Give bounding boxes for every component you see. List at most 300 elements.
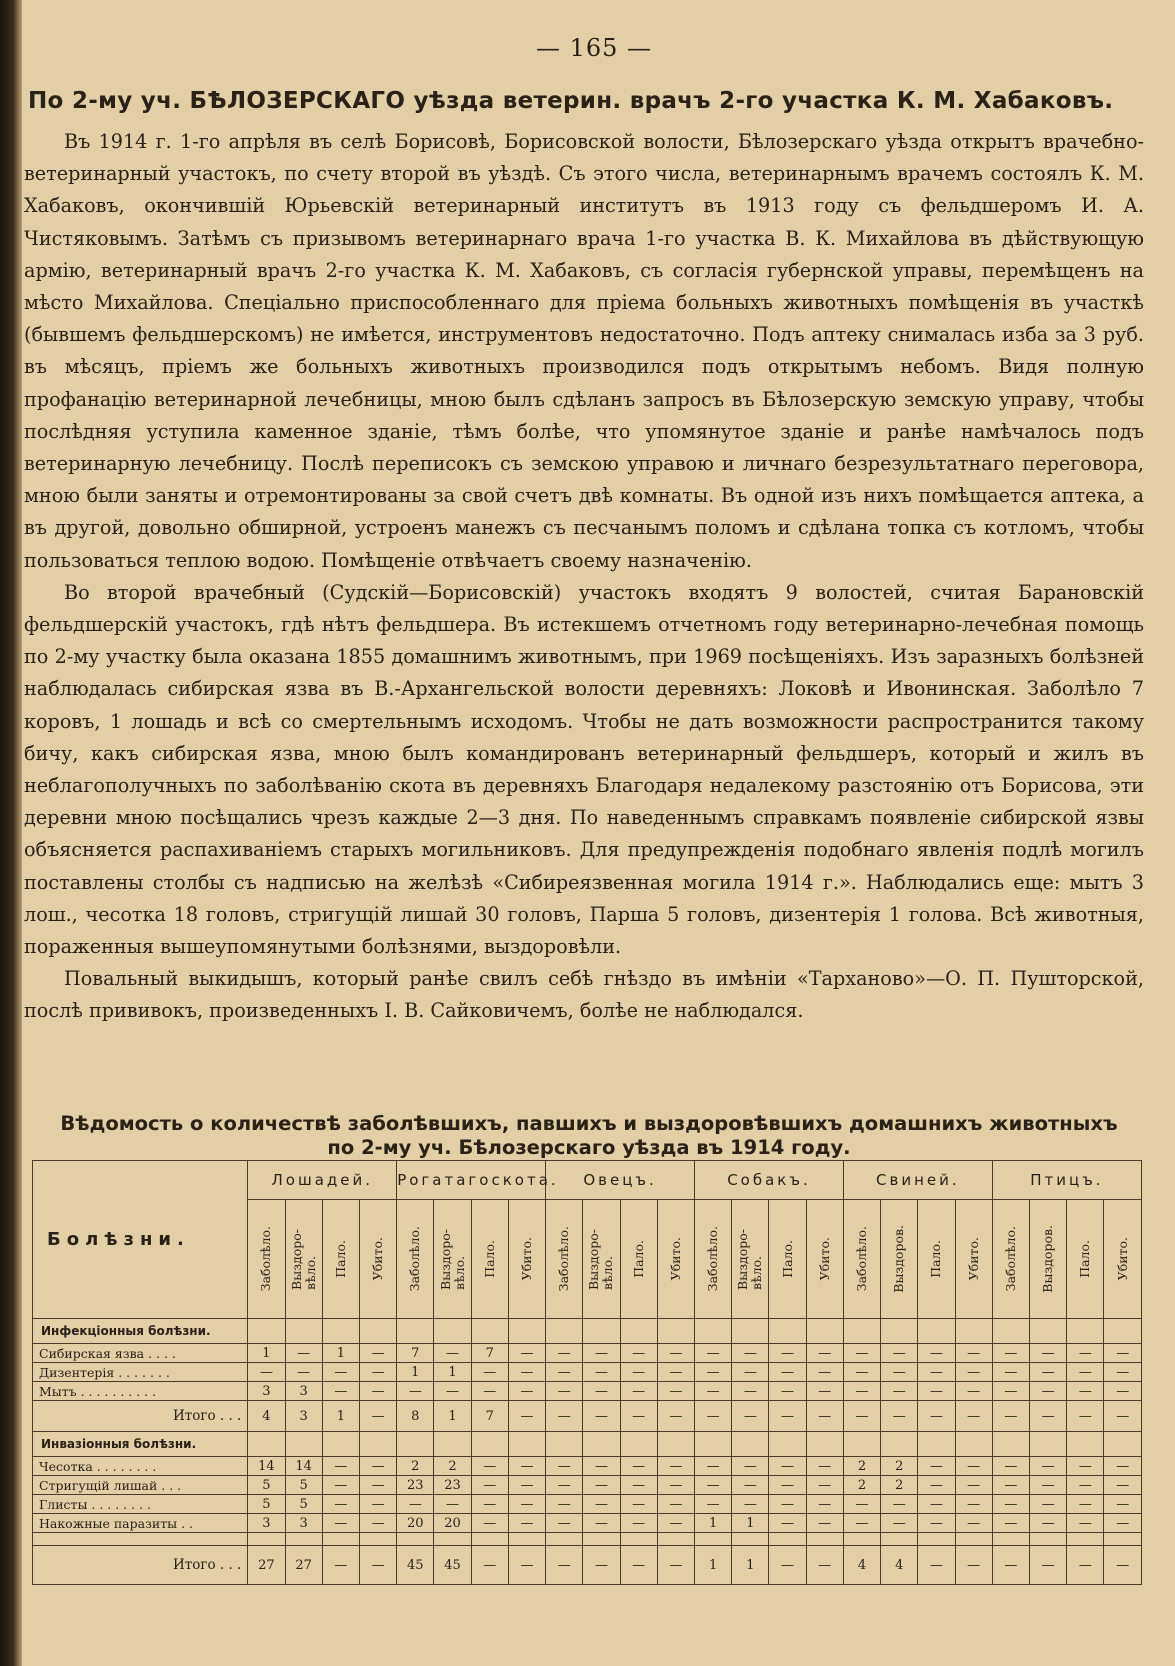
subheader-cell <box>1067 1200 1104 1319</box>
value-cell: — <box>434 1495 471 1514</box>
value-cell: — <box>843 1401 880 1432</box>
value-cell: — <box>695 1401 732 1432</box>
value-cell: — <box>881 1382 918 1401</box>
value-cell: 5 <box>248 1495 285 1514</box>
value-cell: 7 <box>397 1344 434 1363</box>
value-cell: — <box>1067 1382 1104 1401</box>
value-cell: — <box>546 1382 583 1401</box>
disease-name: Глисты . . . . . . . . <box>33 1495 248 1514</box>
empty-cell <box>992 1319 1029 1344</box>
empty-cell <box>583 1533 620 1546</box>
empty-cell <box>657 1319 694 1344</box>
value-cell: — <box>471 1546 508 1585</box>
subheader-cell <box>732 1200 769 1319</box>
value-cell: 20 <box>434 1514 471 1533</box>
empty-cell <box>583 1432 620 1457</box>
value-cell: — <box>620 1476 657 1495</box>
subheader-cell <box>881 1200 918 1319</box>
value-cell: — <box>583 1457 620 1476</box>
value-cell: 4 <box>843 1546 880 1585</box>
empty-cell <box>471 1533 508 1546</box>
value-cell: — <box>322 1363 359 1382</box>
value-cell: — <box>359 1476 396 1495</box>
subheader-cell <box>1104 1200 1142 1319</box>
value-cell: — <box>546 1476 583 1495</box>
value-cell: — <box>248 1363 285 1382</box>
subheader-cell <box>918 1200 955 1319</box>
value-cell: — <box>806 1514 843 1533</box>
value-cell: — <box>1030 1457 1067 1476</box>
empty-cell <box>620 1533 657 1546</box>
value-cell: — <box>1067 1546 1104 1585</box>
value-cell: — <box>508 1401 545 1432</box>
value-cell: 45 <box>434 1546 471 1585</box>
empty-cell <box>769 1533 806 1546</box>
value-cell: — <box>620 1401 657 1432</box>
value-cell: — <box>1030 1476 1067 1495</box>
value-cell: — <box>1067 1363 1104 1382</box>
value-cell: — <box>1067 1495 1104 1514</box>
value-cell: — <box>285 1363 322 1382</box>
value-cell: — <box>955 1457 992 1476</box>
disease-column-header: Болѣзни. <box>33 1161 248 1319</box>
empty-cell <box>248 1533 285 1546</box>
value-cell: 14 <box>285 1457 322 1476</box>
value-cell: — <box>881 1344 918 1363</box>
subheader-label: Выздоро- вѣло. <box>288 1228 318 1290</box>
value-cell: — <box>657 1495 694 1514</box>
value-cell: — <box>471 1495 508 1514</box>
subheader-cell <box>508 1200 545 1319</box>
value-cell: — <box>471 1476 508 1495</box>
value-cell: — <box>583 1382 620 1401</box>
subheader-cell <box>992 1200 1029 1319</box>
empty-cell <box>434 1319 471 1344</box>
value-cell: — <box>992 1457 1029 1476</box>
section-heading: По 2-му уч. БѢЛОЗЕРСКАГО уѣзда ветерин. врачъ 2-го участка К. М. Хабаковъ. <box>28 88 1114 114</box>
value-cell: — <box>508 1344 545 1363</box>
value-cell: — <box>508 1495 545 1514</box>
value-cell: — <box>1104 1514 1142 1533</box>
value-cell: — <box>992 1476 1029 1495</box>
subheader-label: Убито. <box>816 1237 832 1281</box>
subheader-label: Убито. <box>1114 1237 1130 1281</box>
value-cell: 7 <box>471 1401 508 1432</box>
table-row <box>33 1495 1142 1514</box>
subheader-label: Пало. <box>332 1240 348 1278</box>
value-cell: — <box>583 1476 620 1495</box>
empty-cell <box>1104 1533 1142 1546</box>
value-cell: — <box>1104 1476 1142 1495</box>
section-row <box>33 1319 1142 1344</box>
disease-name: Дизентерія . . . . . . . <box>33 1363 248 1382</box>
subheader-cell <box>620 1200 657 1319</box>
value-cell: — <box>359 1495 396 1514</box>
value-cell: 4 <box>881 1546 918 1585</box>
value-cell: — <box>695 1382 732 1401</box>
value-cell: — <box>695 1476 732 1495</box>
value-cell: — <box>769 1495 806 1514</box>
value-cell: — <box>508 1363 545 1382</box>
value-cell: — <box>546 1514 583 1533</box>
value-cell: — <box>918 1457 955 1476</box>
empty-cell <box>322 1319 359 1344</box>
value-cell: 2 <box>397 1457 434 1476</box>
subheader-cell <box>397 1200 434 1319</box>
page-number: — 165 — <box>535 34 653 62</box>
empty-cell <box>918 1533 955 1546</box>
subheader-label: Выздоро- вѣло. <box>586 1228 616 1290</box>
value-cell: — <box>881 1363 918 1382</box>
value-cell: — <box>508 1457 545 1476</box>
value-cell: — <box>657 1476 694 1495</box>
value-cell: — <box>843 1514 880 1533</box>
value-cell: — <box>806 1401 843 1432</box>
value-cell: — <box>806 1476 843 1495</box>
empty-cell <box>806 1319 843 1344</box>
subheader-label: Заболѣло. <box>705 1226 721 1292</box>
value-cell: 3 <box>248 1514 285 1533</box>
value-cell: — <box>1104 1495 1142 1514</box>
disease-name: Сибирская язва . . . . <box>33 1344 248 1363</box>
value-cell: — <box>471 1363 508 1382</box>
value-cell: 7 <box>471 1344 508 1363</box>
empty-cell <box>1104 1432 1142 1457</box>
value-cell: — <box>546 1546 583 1585</box>
value-cell: — <box>732 1363 769 1382</box>
value-cell: — <box>620 1363 657 1382</box>
value-cell: — <box>508 1382 545 1401</box>
empty-cell <box>657 1533 694 1546</box>
value-cell: — <box>322 1382 359 1401</box>
value-cell: — <box>843 1382 880 1401</box>
empty-cell <box>620 1319 657 1344</box>
empty-cell <box>1067 1533 1104 1546</box>
subheader-label: Выздоро- вѣло. <box>735 1228 765 1290</box>
group-header-row <box>33 1161 1142 1200</box>
empty-cell <box>397 1432 434 1457</box>
value-cell: — <box>695 1495 732 1514</box>
value-cell: — <box>806 1457 843 1476</box>
value-cell: — <box>992 1344 1029 1363</box>
empty-cell <box>881 1533 918 1546</box>
value-cell: — <box>732 1457 769 1476</box>
value-cell: 23 <box>434 1476 471 1495</box>
empty-cell <box>881 1319 918 1344</box>
value-cell: — <box>546 1495 583 1514</box>
value-cell: — <box>434 1344 471 1363</box>
subheader-cell <box>1030 1200 1067 1319</box>
empty-cell <box>695 1319 732 1344</box>
value-cell: — <box>620 1344 657 1363</box>
value-cell: — <box>1104 1457 1142 1476</box>
table-row <box>33 1514 1142 1533</box>
value-cell: — <box>918 1514 955 1533</box>
document-page <box>24 0 1164 1666</box>
value-cell: 1 <box>732 1514 769 1533</box>
subheader-cell <box>434 1200 471 1319</box>
value-cell: — <box>769 1476 806 1495</box>
subheader-cell <box>769 1200 806 1319</box>
group-header-dogs: Собакъ. <box>695 1161 844 1200</box>
value-cell: — <box>322 1476 359 1495</box>
table-row <box>33 1363 1142 1382</box>
value-cell: — <box>1104 1363 1142 1382</box>
empty-cell <box>508 1533 545 1546</box>
subheader-label: Пало. <box>779 1240 795 1278</box>
value-cell: — <box>1067 1401 1104 1432</box>
value-cell: — <box>732 1382 769 1401</box>
empty-cell <box>992 1533 1029 1546</box>
value-cell: — <box>508 1514 545 1533</box>
value-cell: — <box>657 1514 694 1533</box>
subheader-cell <box>955 1200 992 1319</box>
value-cell: — <box>285 1344 322 1363</box>
subheader-label: Заболѣло. <box>258 1226 274 1292</box>
subheader-cell <box>285 1200 322 1319</box>
value-cell: — <box>546 1457 583 1476</box>
value-cell: — <box>806 1363 843 1382</box>
value-cell: — <box>955 1344 992 1363</box>
empty-cell <box>508 1319 545 1344</box>
value-cell: — <box>546 1401 583 1432</box>
disease-name: Чесотка . . . . . . . . <box>33 1457 248 1476</box>
subheader-label: Заболѣло. <box>407 1226 423 1292</box>
value-cell: — <box>769 1546 806 1585</box>
subheader-cell <box>695 1200 732 1319</box>
subheader-label: Выздоров. <box>1040 1225 1056 1293</box>
empty-cell <box>806 1432 843 1457</box>
value-cell: 27 <box>285 1546 322 1585</box>
subheader-label: Выздоро- вѣло. <box>437 1228 467 1290</box>
value-cell: — <box>359 1344 396 1363</box>
value-cell: — <box>583 1495 620 1514</box>
value-cell: — <box>1104 1546 1142 1585</box>
value-cell: — <box>471 1382 508 1401</box>
empty-cell <box>1104 1319 1142 1344</box>
group-header-pigs: Свиней. <box>843 1161 992 1200</box>
value-cell: — <box>1030 1363 1067 1382</box>
empty-cell <box>583 1319 620 1344</box>
value-cell: — <box>508 1546 545 1585</box>
section-label: Инвазіонныя болѣзни. <box>33 1432 248 1457</box>
table-title-line-2: по 2-му уч. Бѣлозерскаго уѣзда въ 1914 году. <box>327 1136 851 1159</box>
table-title <box>24 1112 1154 1160</box>
empty-cell <box>843 1533 880 1546</box>
empty-cell <box>881 1432 918 1457</box>
value-cell: — <box>955 1363 992 1382</box>
value-cell: — <box>583 1546 620 1585</box>
value-cell: — <box>1104 1344 1142 1363</box>
table-title-line-1: Вѣдомость о количествѣ заболѣвшихъ, павшихъ и выздоровѣвшихъ домашнихъ животныхъ <box>60 1112 1118 1135</box>
value-cell: — <box>657 1546 694 1585</box>
section-label: Инфекціонныя болѣзни. <box>33 1319 248 1344</box>
empty-cell <box>806 1533 843 1546</box>
value-cell: — <box>359 1457 396 1476</box>
total-row <box>33 1546 1142 1585</box>
value-cell: — <box>769 1401 806 1432</box>
value-cell: — <box>1030 1382 1067 1401</box>
value-cell: — <box>955 1382 992 1401</box>
value-cell: 1 <box>434 1401 471 1432</box>
value-cell: — <box>546 1344 583 1363</box>
empty-cell <box>322 1533 359 1546</box>
group-header-sheep: Овецъ. <box>546 1161 695 1200</box>
value-cell: 2 <box>434 1457 471 1476</box>
total-row <box>33 1401 1142 1432</box>
empty-cell <box>769 1432 806 1457</box>
empty-cell <box>471 1432 508 1457</box>
value-cell: — <box>583 1363 620 1382</box>
value-cell: — <box>583 1401 620 1432</box>
empty-cell <box>620 1432 657 1457</box>
empty-cell <box>397 1319 434 1344</box>
value-cell: — <box>732 1401 769 1432</box>
value-cell: 1 <box>695 1546 732 1585</box>
value-cell: — <box>620 1546 657 1585</box>
subheader-cell <box>471 1200 508 1319</box>
value-cell: — <box>359 1382 396 1401</box>
group-header-cattle: Рогатагоскота. <box>397 1161 546 1200</box>
value-cell: — <box>546 1363 583 1382</box>
value-cell: — <box>806 1382 843 1401</box>
value-cell: — <box>843 1363 880 1382</box>
value-cell: — <box>359 1514 396 1533</box>
subheader-label: Пало. <box>481 1240 497 1278</box>
value-cell: — <box>918 1546 955 1585</box>
paragraph-2: Во второй врачебный (Судскій—Борисовскій) участокъ входятъ 9 волостей, считая Барановскій фельдшерскій участокъ, гдѣ нѣтъ фельдшера. Въ истекшемъ отчетномъ году ветеринарно-лечебная помощь по 2-му участку была оказана 1855 домашнимъ животнымъ, при 1969 посѣщеніяхъ. Изъ заразныхъ болѣзней наблюдалась сибирская язва въ В.-Архангельской волости деревняхъ: Локовѣ и Ивонинская. Заболѣло 7 коровъ, 1 лошадь и всѣ со смертельнымъ исходомъ. Чтобы не дать возможности распространится такому бичу, какъ сибирская язва, мною былъ командированъ ветеринарный фельдшеръ, который и жилъ въ неблагополучныхъ по заболѣванію скота въ деревняхъ Благодаря недалекому разстоянію отъ Борисова, эти деревни мною посѣщались чрезъ каждые 2—3 дня. По наведеннымъ справкамъ появленіе сибирской язвы объясняется распахиваніемъ старыхъ могильниковъ. Для предупрежденія подобнаго явленія подлѣ могилъ поставлены столбы съ надписью на желѣзѣ «Сибиреязвенная могила 1914 г.». Наблюдались еще: мытъ 3 лош., чесотка 18 головъ, стригущій лишай 30 головъ, Парша 5 головъ, дизентерія 1 голова. Всѣ животныя, пораженныя вышеупомянутыми болѣзнями, выздоровѣли. <box>24 580 1144 959</box>
value-cell: 1 <box>322 1344 359 1363</box>
value-cell: — <box>695 1363 732 1382</box>
value-cell: — <box>620 1495 657 1514</box>
value-cell: — <box>992 1382 1029 1401</box>
total-label: Итого . . . <box>33 1401 248 1432</box>
body-text <box>24 126 1144 1028</box>
empty-cell <box>1030 1432 1067 1457</box>
table-row <box>33 1344 1142 1363</box>
subheader-label: Пало. <box>1077 1240 1093 1278</box>
value-cell: 1 <box>397 1363 434 1382</box>
statistics-table-wrap <box>32 1160 1142 1585</box>
group-header-birds: Птицъ. <box>992 1161 1141 1200</box>
subheader-label: Убито. <box>518 1237 534 1281</box>
empty-cell <box>285 1533 322 1546</box>
empty-cell <box>732 1319 769 1344</box>
empty-cell <box>359 1319 396 1344</box>
total-label: Итого . . . <box>33 1546 248 1585</box>
value-cell: 5 <box>285 1476 322 1495</box>
disease-name: Стригущій лишай . . . <box>33 1476 248 1495</box>
value-cell: — <box>471 1514 508 1533</box>
value-cell: 2 <box>881 1457 918 1476</box>
value-cell: — <box>1067 1457 1104 1476</box>
value-cell: — <box>806 1546 843 1585</box>
disease-name: Мытъ . . . . . . . . . . <box>33 1382 248 1401</box>
table-row <box>33 1382 1142 1401</box>
empty-cell <box>918 1319 955 1344</box>
empty-cell <box>1030 1533 1067 1546</box>
subheader-label: Заболѣло. <box>1002 1226 1018 1292</box>
value-cell: — <box>657 1344 694 1363</box>
empty-cell <box>359 1432 396 1457</box>
empty-cell <box>695 1432 732 1457</box>
value-cell: — <box>1104 1382 1142 1401</box>
section-row <box>33 1432 1142 1457</box>
empty-cell <box>769 1319 806 1344</box>
empty-cell <box>1067 1432 1104 1457</box>
value-cell: — <box>322 1457 359 1476</box>
paragraph-3: Повальный выкидышъ, который ранѣе свилъ себѣ гнѣздо въ имѣніи «Тарханово»—О. П. Пушторской, послѣ прививокъ, произведенныхъ І. В. Сайковичемъ, болѣе не наблюдался. <box>24 967 1144 1023</box>
group-header-horses: Лошадей. <box>248 1161 397 1200</box>
value-cell: — <box>769 1514 806 1533</box>
value-cell: 14 <box>248 1457 285 1476</box>
value-cell: — <box>657 1363 694 1382</box>
empty-cell <box>434 1533 471 1546</box>
value-cell: — <box>955 1546 992 1585</box>
empty-cell <box>955 1319 992 1344</box>
table-row <box>33 1476 1142 1495</box>
empty-cell <box>33 1533 248 1546</box>
value-cell: 2 <box>843 1476 880 1495</box>
value-cell: — <box>918 1495 955 1514</box>
value-cell: — <box>918 1344 955 1363</box>
value-cell: — <box>843 1344 880 1363</box>
empty-cell <box>657 1432 694 1457</box>
empty-cell <box>248 1319 285 1344</box>
value-cell: — <box>769 1344 806 1363</box>
value-cell: — <box>1067 1514 1104 1533</box>
value-cell: — <box>1067 1476 1104 1495</box>
value-cell: — <box>695 1457 732 1476</box>
spacer-row <box>33 1533 1142 1546</box>
value-cell: — <box>620 1457 657 1476</box>
empty-cell <box>955 1533 992 1546</box>
empty-cell <box>1067 1319 1104 1344</box>
value-cell: — <box>955 1401 992 1432</box>
subheader-cell <box>806 1200 843 1319</box>
value-cell: 3 <box>285 1514 322 1533</box>
value-cell: — <box>397 1382 434 1401</box>
empty-cell <box>285 1319 322 1344</box>
empty-cell <box>695 1533 732 1546</box>
value-cell: — <box>1104 1401 1142 1432</box>
empty-cell <box>546 1319 583 1344</box>
value-cell: — <box>843 1495 880 1514</box>
subheader-label: Выздоров. <box>891 1225 907 1293</box>
value-cell: — <box>732 1344 769 1363</box>
value-cell: 1 <box>695 1514 732 1533</box>
value-cell: — <box>955 1514 992 1533</box>
value-cell: 3 <box>248 1382 285 1401</box>
value-cell: — <box>769 1382 806 1401</box>
value-cell: — <box>657 1401 694 1432</box>
subheader-label: Убито. <box>370 1237 386 1281</box>
subheader-cell <box>657 1200 694 1319</box>
disease-name: Накожные паразиты . . <box>33 1514 248 1533</box>
empty-cell <box>322 1432 359 1457</box>
value-cell: 5 <box>285 1495 322 1514</box>
value-cell: 23 <box>397 1476 434 1495</box>
value-cell: — <box>359 1363 396 1382</box>
value-cell: — <box>918 1401 955 1432</box>
value-cell: — <box>1030 1546 1067 1585</box>
value-cell: — <box>992 1401 1029 1432</box>
empty-cell <box>359 1533 396 1546</box>
value-cell: 3 <box>285 1401 322 1432</box>
value-cell: — <box>769 1457 806 1476</box>
empty-cell <box>434 1432 471 1457</box>
subheader-cell <box>546 1200 583 1319</box>
